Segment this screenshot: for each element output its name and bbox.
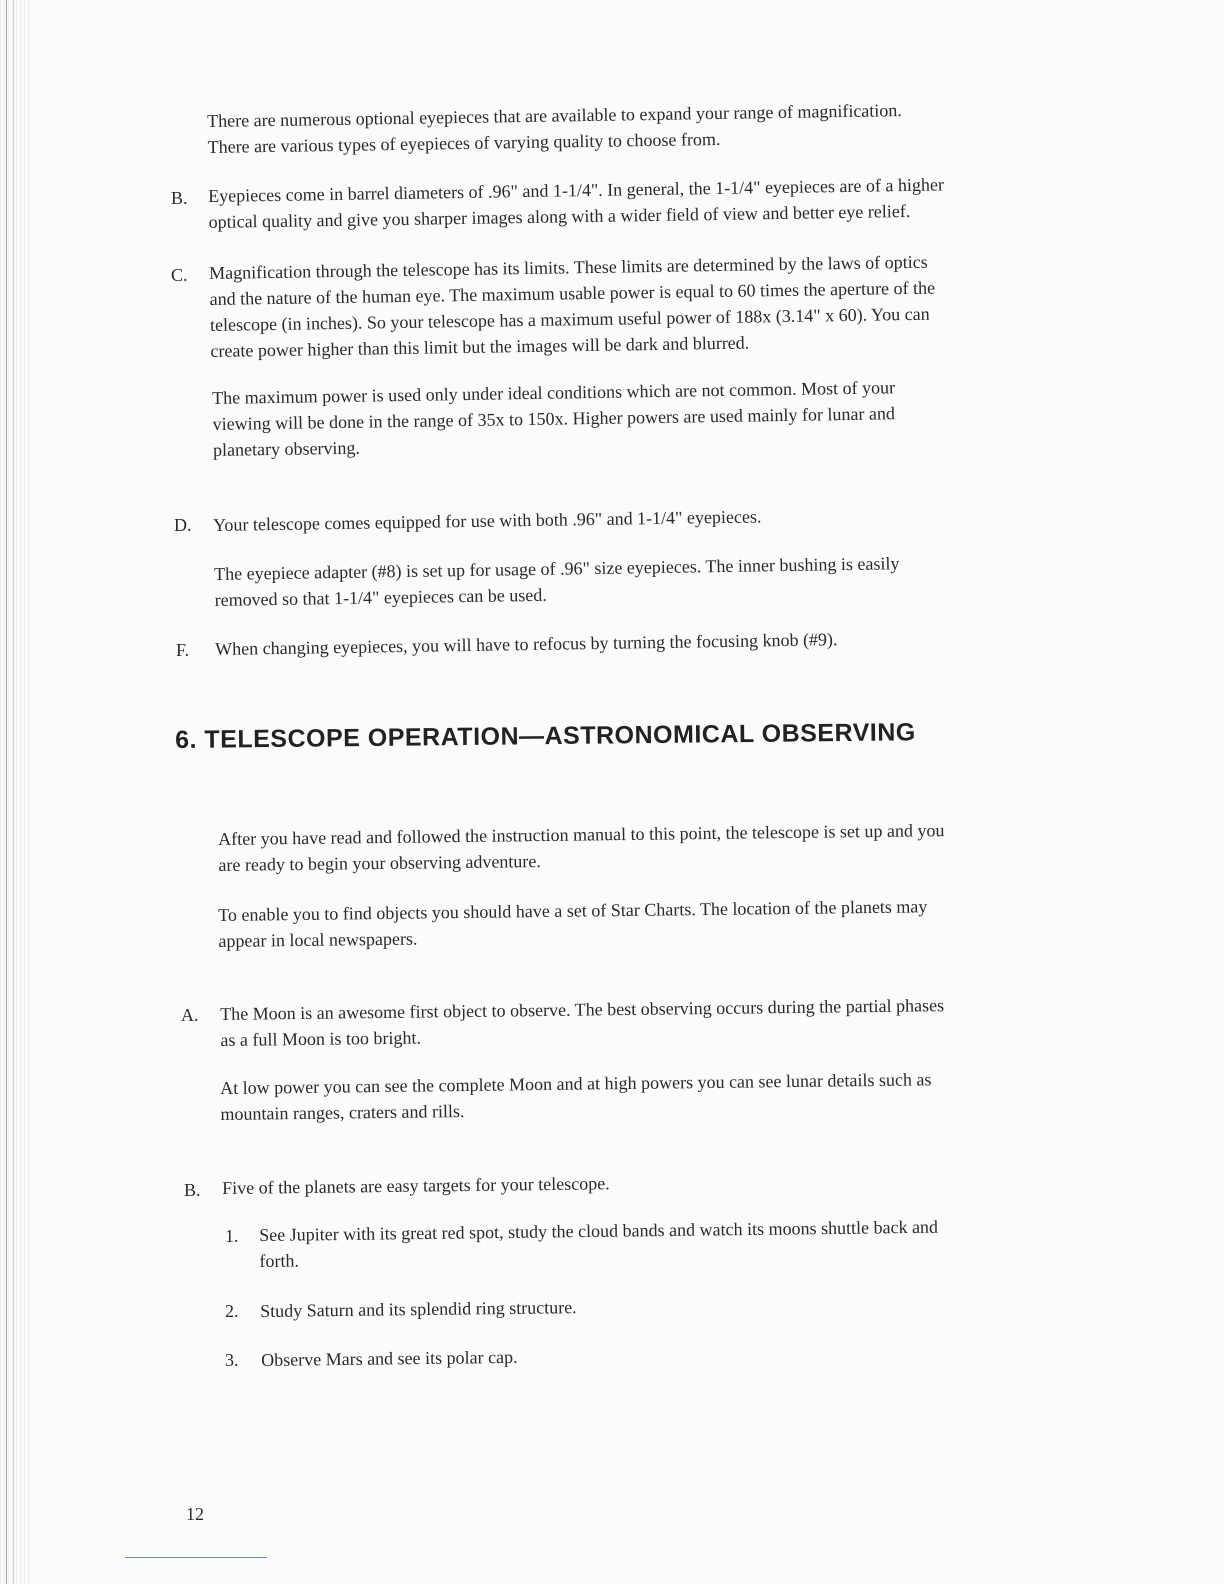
item-b-line: Eyepieces come in barrel diameters of .96" and 1-1/4". In general, the 1-1/4" eyepieces are of a higher [208, 174, 945, 206]
section-title: 6. TELESCOPE OPERATION—ASTRONOMICAL OBSERVING [175, 718, 916, 754]
scan-edge-artifact [0, 0, 30, 1584]
item-c-paragraph [209, 246, 1081, 364]
item-d-letter: D. [174, 515, 192, 535]
section-intro2-paragraph [218, 891, 1089, 954]
item-a2-subline: At low power you can see the complete Moon and at high powers you can see lunar details such as [220, 1069, 932, 1098]
item-b-letter: B. [171, 188, 188, 208]
page-number: 12 [186, 1504, 204, 1524]
intro-line: There are various types of eyepieces of varying quality to choose from. [207, 128, 721, 157]
item-d-subparagraph [214, 547, 1085, 613]
section-intro2-line: To enable you to find objects you should have a set of Star Charts. The location of the planets may [218, 896, 928, 925]
subitem-number: 1. [225, 1226, 239, 1246]
item-a2-line: as a full Moon is too bright. [220, 1027, 422, 1050]
item-a2-letter: A. [181, 1005, 199, 1025]
item-b-paragraph [208, 169, 1079, 235]
item-c-subparagraph [212, 371, 1083, 463]
item-a2-subline: mountain ranges, craters and rills. [220, 1101, 465, 1124]
item-c-subline: planetary observing. [212, 437, 361, 460]
section-intro-line: After you have read and followed the instruction manual to this point, the telescope is set up and you [218, 820, 945, 849]
item-a2-subparagraph [220, 1064, 1091, 1127]
intro-line: There are numerous optional eyepieces that are available to expand your range of magnification. [207, 100, 902, 131]
item-c-subline: viewing will be done in the range of 35x to 150x. Higher powers are used mainly for lunar and [212, 403, 896, 434]
item-b2-paragraph [222, 1164, 1092, 1201]
item-c-line: telescope (in inches). So your telescope has a maximum useful power of 188x (3.14" x 60). You can [209, 303, 930, 335]
item-d-paragraph [213, 498, 1083, 538]
item-c-line: and the nature of the human eye. The maximum usable power is equal to 60 times the aperture of the [209, 277, 936, 309]
item-a2-paragraph [220, 990, 1091, 1053]
item-a2-line: The Moon is an awesome first object to observe. The best observing occurs during the partial phases [220, 995, 945, 1024]
intro-paragraph [207, 94, 1078, 160]
scan-line [6, 0, 7, 1584]
section-intro-line: are ready to begin your observing adventure. [218, 851, 541, 875]
section-intro2-line: appear in local newspapers. [218, 928, 418, 951]
item-f-letter: F. [176, 640, 190, 660]
item-b2-line: Five of the planets are easy targets for your telescope. [222, 1173, 610, 1198]
item-f-paragraph [215, 622, 1085, 662]
item-d-line: Your telescope comes equipped for use with both .96" and 1-1/4" eyepieces. [213, 506, 762, 535]
subitem-line: Study Saturn and its splendid ring structure. [260, 1297, 577, 1321]
item-c-letter: C. [171, 265, 188, 285]
item-c-line: create power higher than this limit but the images will be dark and blurred. [210, 332, 750, 361]
item-c-subline: The maximum power is used only under ideal conditions which are not common. Most of your [212, 377, 896, 408]
scan-line [13, 0, 14, 1584]
item-b2-letter: B. [184, 1180, 201, 1200]
subitem-line: Observe Mars and see its polar cap. [261, 1346, 518, 1370]
subitem-number: 2. [225, 1301, 239, 1321]
item-c-line: Magnification through the telescope has its limits. These limits are determined by the laws of optics [209, 251, 928, 283]
item-d-subline: removed so that 1-1/4" eyepieces can be used. [214, 584, 547, 610]
item-f-line: When changing eyepieces, you will have to refocus by turning the focusing knob (#9). [215, 629, 838, 659]
subitem-paragraph [260, 1288, 1090, 1324]
footer-rule [125, 1557, 267, 1558]
subitem-line: See Jupiter with its great red spot, study the cloud bands and watch its moons shuttle back and [259, 1216, 939, 1245]
section-intro-paragraph [218, 815, 1089, 878]
item-b-line: optical quality and give you sharper images along with a wider field of view and better eye relief. [208, 200, 911, 232]
subitem-paragraph [261, 1337, 1091, 1373]
subitem-paragraph [259, 1212, 1090, 1274]
item-d-subline: The eyepiece adapter (#8) is set up for usage of .96" size eyepieces. The inner bushing is easily [214, 553, 900, 584]
subitem-number: 3. [225, 1350, 239, 1370]
subitem-line: forth. [259, 1250, 300, 1271]
